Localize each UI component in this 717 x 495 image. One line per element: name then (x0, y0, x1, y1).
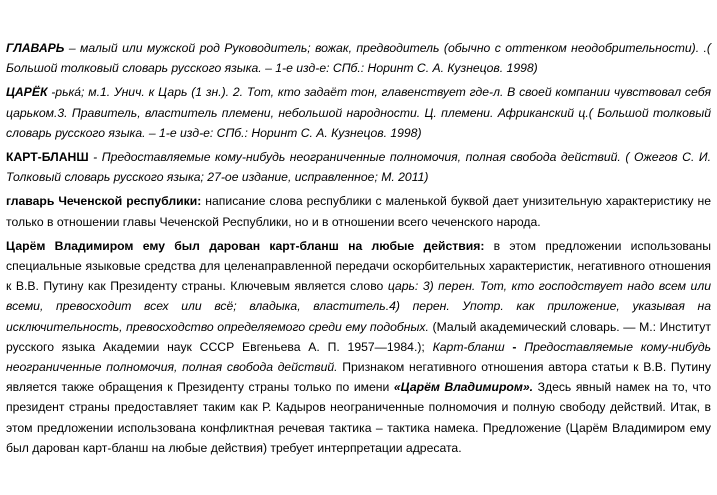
conclusion-text: Здесь явный намек на то, что президент страны предоставляет таким как Р. Кадыров неограниченные полномочия и полную свободу действий. Итак, в этом предложении использована конфликтная речевая тактика – тактика намека. Предложение (Царём Владимиром ему был дарован карт-бланш на любые действия) требует интерпретации адресата. (6, 380, 711, 455)
glavar-definition-text: – малый или мужской род Руководитель; вожак, предводитель (обычно с оттенком неодобрительности). .( Большой толковый словарь русского языка. – 1-е изд-е: СПб.: Норинт С. А. Кузнецов. 1998) (6, 41, 711, 76)
kart-blansh-definition-text: - Предоставляемые кому-нибудь неограниченные полномочия, полная свобода действий. ( Ожегов С. И. Толковый словарь русского языка; 27-ое издание, исправленное; М. 2011) (6, 150, 711, 185)
tsar-analysis-intro: в этом предложении использованы специальные языковые средства для целенаправленной передачи оскорбительных характеристик, негативного отношения к В.В. Путину как Президенту страны. Ключевым является слово (6, 238, 711, 294)
quote-tsar-vladimir: «Царём Владимиром». (393, 380, 534, 395)
tsar-dictionary-source: (Малый академический словарь. — М.: Институт русского языка Академии наук СССР Евгеньева А. П. 1957—1984.); (6, 319, 711, 354)
term-tsarek: ЦАРЁК (6, 85, 48, 100)
term-glavar: ГЛАВАРЬ (6, 41, 65, 55)
analysis-heading-glavar: главарь Чеченской республики: (6, 194, 202, 209)
term-kart-blansh-inline: Карт-бланш (432, 339, 505, 354)
negative-attitude-text: Признаком негативного отношения автора статьи к В.В. Путину является также обращения к Президенту страны только по имени (6, 360, 711, 395)
tsar-dictionary-meaning: : 3) перен. Тот, кто господствует надо всем или всеми, превосходит всех или всё; владыка, властитель.4) перен. Употр. как приложение, указывая на исключительность, превосходство определяемого среди ему подобных. (6, 279, 711, 334)
paragraph-glavar-definition (6, 38, 711, 78)
paragraph-glavar-analysis (6, 191, 711, 231)
analysis-heading-tsar: Царём Владимиром ему был дарован карт-бланш на любые действия: (6, 238, 485, 253)
term-kart-blansh: КАРТ-БЛАНШ (6, 150, 89, 165)
glavar-analysis-text: написание слова республики с маленькой буквой дает унизительную характеристику не только в отношении главы Чеченской Республики, но и в отношении всего чеченского народа. (6, 194, 711, 229)
tsarek-definition-text: -рька́; м.1. Унич. к Царь (1 зн.). 2. Тот, кто задаёт тон, главенствует где-л. В своей компании чувствовал себя царьком.3. Правитель, властитель племени, небольшой народности. Ц. племени. Африканский ц.( Большой толковый словарь русского языка. – 1-е изд-е: СПб.: Норинт С. А. Кузнецов. 1998) (6, 85, 711, 140)
term-dash: - (504, 339, 525, 354)
paragraph-tsar-analysis (6, 236, 711, 458)
kart-blansh-inline-definition: Предоставляемые кому-нибудь неограниченные полномочия, полная свобода действий. (6, 339, 711, 375)
paragraph-kart-blansh-definition (6, 147, 711, 187)
paragraph-tsarek-definition (6, 82, 711, 143)
keyword-tsar: царь (387, 279, 415, 294)
